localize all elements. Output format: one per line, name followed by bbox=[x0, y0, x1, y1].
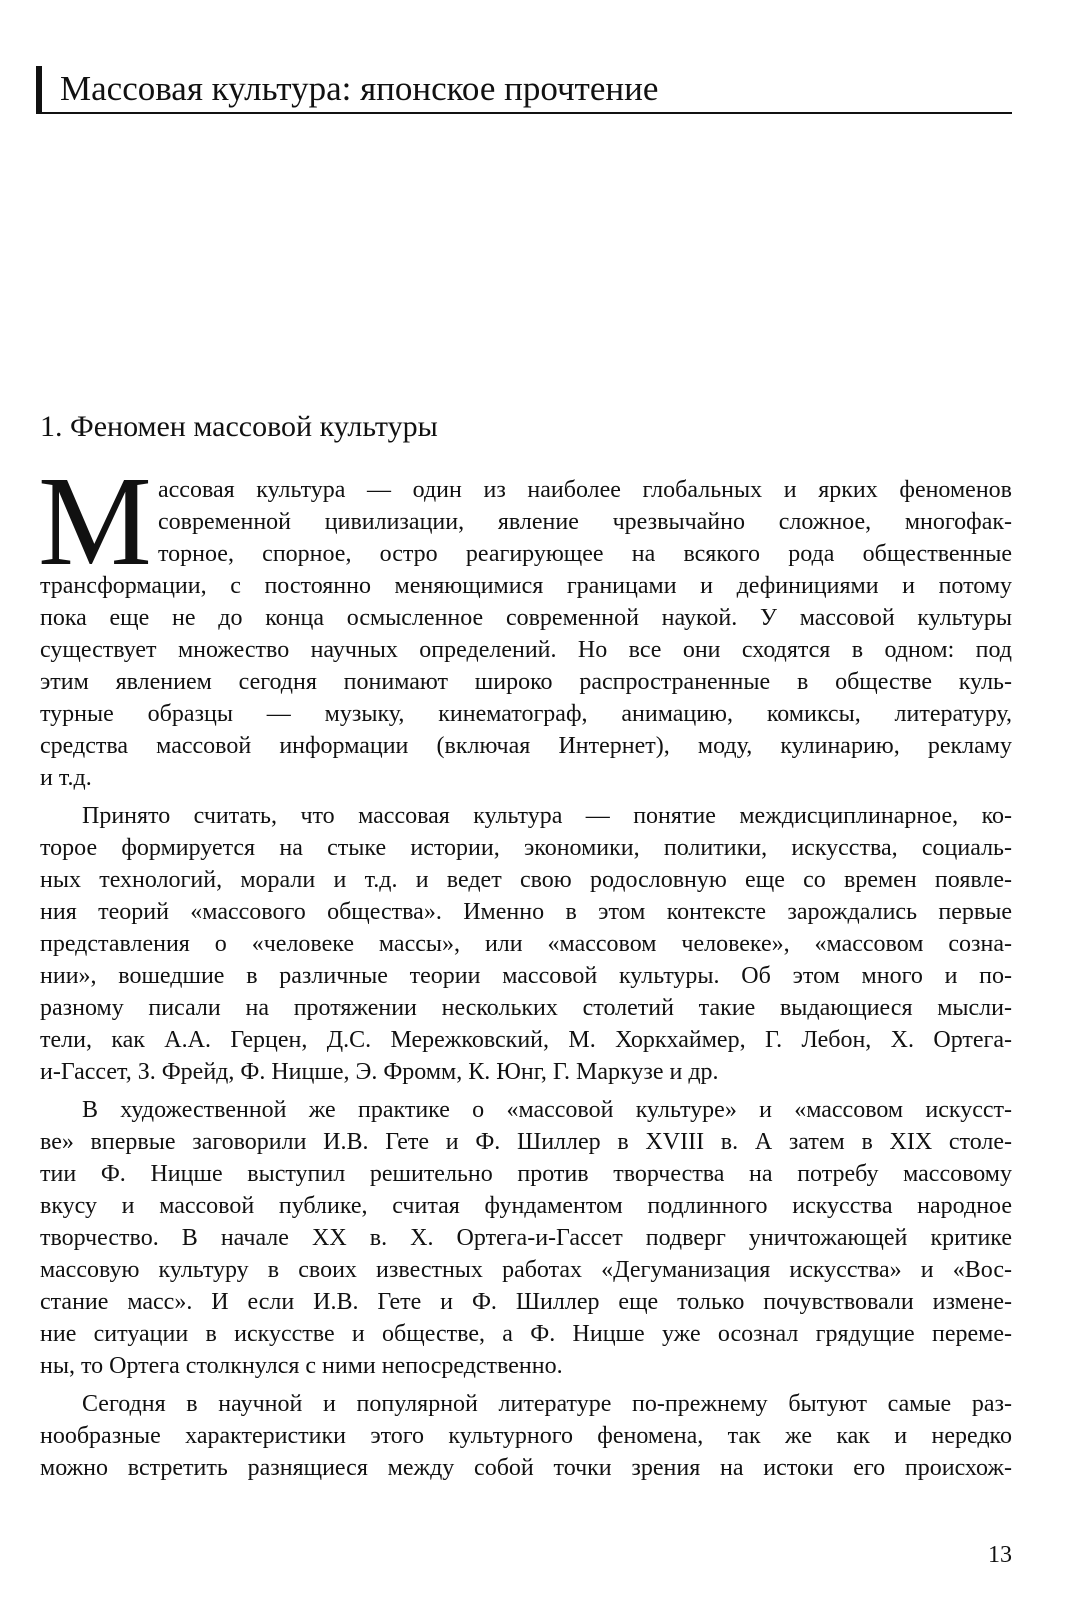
text-line: вкусу и массовой публике, считая фундаментом подлинного искусства народное bbox=[40, 1193, 1012, 1219]
text-line: пока еще не до конца осмысленное современной наукой. У массовой культуры bbox=[40, 605, 1012, 631]
text-line: творчество. В начале XX в. Х. Ортега-и-Гассет подверг уничтожающей критике bbox=[40, 1225, 1012, 1251]
running-head-bar bbox=[36, 66, 42, 114]
text-line: трансформации, с постоянно меняющимися границами и дефинициями и потому bbox=[40, 573, 1012, 599]
text-line: ние ситуации в искусстве и обществе, а Ф. Ницше уже осознал грядущие переме- bbox=[40, 1321, 1012, 1347]
text-line: современной цивилизации, явление чрезвычайно сложное, многофак- bbox=[158, 509, 1012, 535]
text-line: и т.д. bbox=[40, 765, 92, 791]
text-line: можно встретить разнящиеся между собой точки зрения на истоки его происхож- bbox=[40, 1455, 1012, 1481]
text-line: этим явлением сегодня понимают широко распространенные в обществе куль- bbox=[40, 669, 1012, 695]
text-line: нии», вошедшие в различные теории массовой культуры. Об этом много и по- bbox=[40, 963, 1012, 989]
text-line: нообразные характеристики этого культурного феномена, так же как и нередко bbox=[40, 1423, 1012, 1449]
text-line: ных технологий, морали и т.д. и ведет свою родословную еще со времен появле- bbox=[40, 867, 1012, 893]
page-number: 13 bbox=[988, 1542, 1012, 1568]
text-line: средства массовой информации (включая Интернет), моду, кулинарию, рекламу bbox=[40, 733, 1012, 759]
text-line: Принято считать, что массовая культура — понятие междисциплинарное, ко- bbox=[82, 803, 1012, 829]
text-line: торное, спорное, остро реагирующее на всякого рода общественные bbox=[158, 541, 1012, 567]
running-head-title: Массовая культура: японское прочтение bbox=[60, 69, 659, 108]
text-line: представления о «человеке массы», или «массовом человеке», «массовом созна- bbox=[40, 931, 1012, 957]
text-line: В художественной же практике о «массовой культуре» и «массовом искусст- bbox=[82, 1097, 1012, 1123]
section-heading: 1. Феномен массовой культуры bbox=[40, 410, 438, 443]
text-line: тии Ф. Ницше выступил решительно против творчества на потребу массовому bbox=[40, 1161, 1012, 1187]
text-line: и-Гассет, З. Фрейд, Ф. Ницше, Э. Фромм, К. Юнг, Г. Маркузе и др. bbox=[40, 1059, 719, 1085]
text-line: ве» впервые заговорили И.В. Гете и Ф. Шиллер в XVIII в. А затем в XIX столе- bbox=[40, 1129, 1012, 1155]
text-line: Сегодня в научной и популярной литературе по-прежнему бытуют самые раз- bbox=[82, 1391, 1012, 1417]
text-line: турные образцы — музыку, кинематограф, анимацию, комиксы, литературу, bbox=[40, 701, 1012, 727]
text-line: существует множество научных определений. Но все они сходятся в одном: под bbox=[40, 637, 1012, 663]
text-line: тели, как А.А. Герцен, Д.С. Мережковский, М. Хоркхаймер, Г. Лебон, Х. Ортега- bbox=[40, 1027, 1012, 1053]
running-head bbox=[36, 66, 1012, 114]
text-line: ассовая культура — один из наиболее глобальных и ярких феноменов bbox=[158, 477, 1012, 503]
text-line: ны, то Ортега столкнулся с ними непосредственно. bbox=[40, 1353, 563, 1379]
body-text bbox=[40, 474, 1012, 1484]
text-line: ния теорий «массового общества». Именно в этом контексте зарождались первые bbox=[40, 899, 1012, 925]
text-line: разному писали на протяжении нескольких столетий такие выдающиеся мысли- bbox=[40, 995, 1012, 1021]
drop-cap: М bbox=[38, 450, 152, 592]
text-line: массовую культуру в своих известных работах «Дегуманизация искусства» и «Вос- bbox=[40, 1257, 1012, 1283]
text-line: стание масс». И если И.В. Гете и Ф. Шиллер еще только почувствовали измене- bbox=[40, 1289, 1012, 1315]
text-line: торое формируется на стыке истории, экономики, политики, искусства, социаль- bbox=[40, 835, 1012, 861]
